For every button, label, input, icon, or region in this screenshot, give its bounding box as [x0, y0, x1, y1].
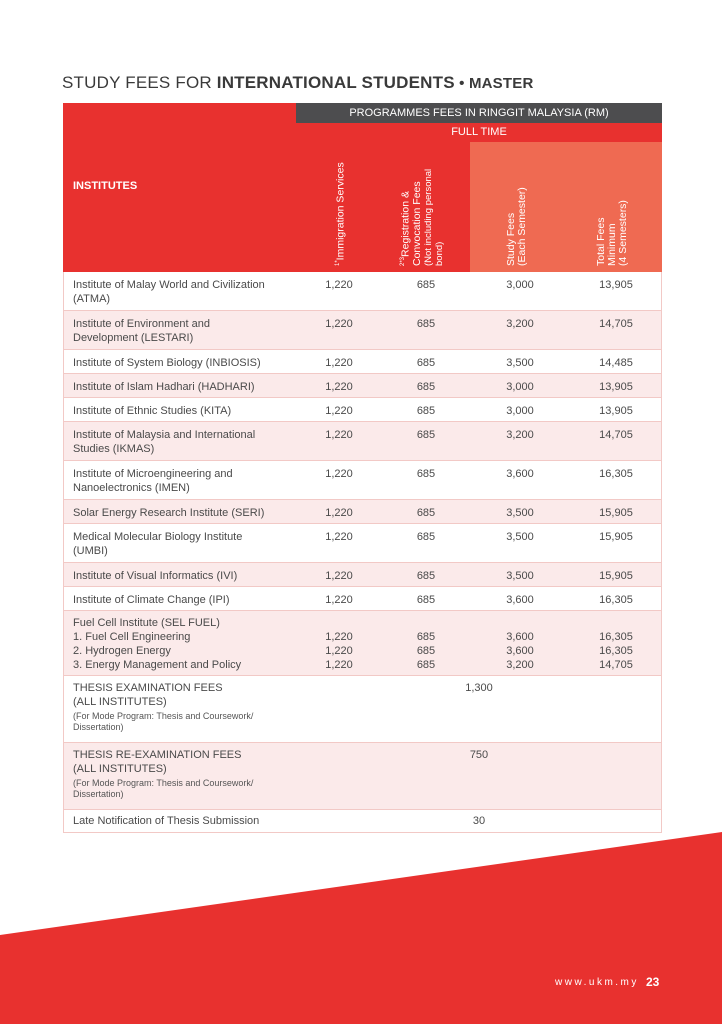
- table-row: Solar Energy Research Institute (SERI) 1,220 685 3,500 15,905: [63, 500, 662, 524]
- table-row: Institute of Visual Informatics (IVI) 1,220 685 3,500 15,905: [63, 563, 662, 587]
- header-total-fees: Total Fees Minimum (4 Semesters): [570, 142, 662, 272]
- table-row: Institute of Climate Change (IPI) 1,220 685 3,600 16,305: [63, 587, 662, 611]
- page-title: STUDY FEES FOR INTERNATIONAL STUDENTS • MASTER: [62, 73, 534, 92]
- table-row: Institute of Environment and Development (LESTARI) 1,220 685 3,200 14,705: [63, 311, 662, 350]
- table-row-fuel-cell: Fuel Cell Institute (SEL FUEL) 1. Fuel Cell Engineering 2. Hydrogen Energy 3. Energy Management and Policy 1,220 1,220 1,220 685 685 685 3,600 3,600 3,200 16,305 16,305 14,705: [63, 611, 662, 676]
- table-row: Institute of Ethnic Studies (KITA) 1,220 685 3,000 13,905: [63, 398, 662, 422]
- table-row: Institute of Microengineering and Nanoelectronics (IMEN) 1,220 685 3,600 16,305: [63, 461, 662, 500]
- table-row: Institute of Malay World and Civilization (ATMA) 1,220 685 3,000 13,905: [63, 272, 662, 311]
- fees-table: [63, 272, 662, 833]
- page-number: 23: [646, 975, 660, 989]
- table-row: Medical Molecular Biology Institute (UMBI) 1,220 685 3,500 15,905: [63, 524, 662, 563]
- table-row-thesis-reexam: THESIS RE-EXAMINATION FEES (ALL INSTITUTES) (For Mode Program: Thesis and Coursework/ Dissertation) 750: [63, 743, 662, 810]
- table-row-late-notification: Late Notification of Thesis Submission 30: [63, 810, 662, 833]
- header-programmes: PROGRAMMES FEES IN RINGGIT MALAYSIA (RM): [296, 103, 662, 123]
- table-row: Institute of Islam Hadhari (HADHARI) 1,220 685 3,000 13,905: [63, 374, 662, 398]
- header-registration: $^{2*3}$Registration & Convocation Fees (Not including personal bond): [382, 142, 470, 272]
- header-study-fees: Study Fees (Each Semester): [470, 142, 570, 272]
- table-row: Institute of Malaysia and International Studies (IKMAS) 1,220 685 3,200 14,705: [63, 422, 662, 461]
- table-row: Institute of System Biology (INBIOSIS) 1,220 685 3,500 14,485: [63, 350, 662, 374]
- table-row-thesis-exam: THESIS EXAMINATION FEES (ALL INSTITUTES) (For Mode Program: Thesis and Coursework/ Dissertation) 1,300: [63, 676, 662, 743]
- header-institutes: INSTITUTES: [63, 103, 296, 272]
- footer-url: www.ukm.my: [555, 977, 639, 988]
- header-full-time: FULL TIME: [296, 123, 662, 142]
- header-immigration: $^{1*}$Immigration Services: [296, 142, 382, 272]
